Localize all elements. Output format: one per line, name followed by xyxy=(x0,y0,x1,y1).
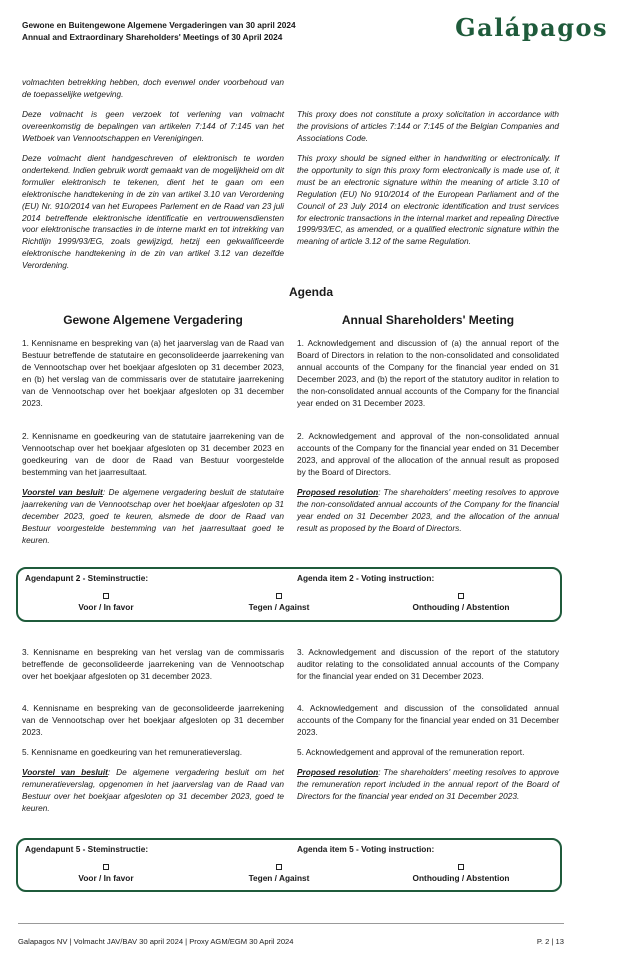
header-title-nl: Gewone en Buitengewone Algemene Vergaderingen van 30 april 2024 xyxy=(22,20,296,30)
vote5-label-en: Agenda item 5 - Voting instruction: xyxy=(297,844,435,854)
resolution-5-en-text: : The shareholders' meeting resolves to approve the remuneration report included in the annual report of the Board of Directors for the financial year ended on 31 December 2023. xyxy=(297,767,559,801)
vote2-against-label: Tegen / Against xyxy=(248,602,310,612)
resolution-2-en xyxy=(297,487,559,535)
agenda-item-2-nl: 2. Kennisname en goedkeuring van de statutaire jaarrekening van de Vennootschap over het boekjaar afgesloten op 31 december 2023 en goedkeuring van de door de Raad van Bestuur voorgestelde bestemming van het jaarresultaat. xyxy=(22,431,284,477)
intro-right-p3: This proxy should be signed either in handwriting or electronically. If the opportunity to sign this proxy form electronically is made use of, it must be an electronic signature within the meaning of article 3.10 of Regulation (EU) No 910/2014 of the European Parliament and of the Council of 23 July 2014 on electronic identification and trust services for electronic transactions in the internal market and repealing Directive 1999/93/EC, as amended, or a qualified electronic signature within the meaning of article 3.12 of the same Regulation. xyxy=(297,153,559,247)
checkbox-icon[interactable] xyxy=(276,864,282,870)
agenda-item-3-en: 3. Acknowledgement and discussion of the report of the statutory auditor relating to the consolidated annual accounts of the Company for the financial year ended on 31 December 2023. xyxy=(297,647,559,681)
footer-left: Galapagos NV | Volmacht JAV/BAV 30 april 2024 | Proxy AGM/EGM 30 April 2024 xyxy=(18,937,294,946)
resolution-2-nl xyxy=(22,487,284,547)
agenda-item-1-nl: 1. Kennisname en bespreking van (a) het jaarverslag van de Raad van Bestuur betreffende de statutaire en geconsolideerde jaarrekening van de Vennootschap over het boekjaar afgesloten op 31 december 2023, en (b) het verslag van de commissaris over de statutaire jaarrekening van de Vennootschap over het boekjaar afgesloten op 31 december 2023. xyxy=(22,338,284,408)
agenda-item-2-en: 2. Acknowledgement and approval of the non-consolidated annual accounts of the Company for the financial year ended on 31 December 2023, and approval of the allocation of the annual result as proposed by the Board of Directors. xyxy=(297,431,559,477)
vote5-option-abstain[interactable] xyxy=(386,862,536,883)
agenda-item-5-en: 5. Acknowledgement and approval of the remuneration report. xyxy=(297,747,525,757)
checkbox-icon[interactable] xyxy=(103,593,109,599)
vote5-option-against[interactable] xyxy=(204,862,354,883)
agenda-item-5-nl: 5. Kennisname en goedkeuring van het remuneratieverslag. xyxy=(22,747,243,757)
intro-left-p1: volmachten betrekking hebben, doch evenwel onder voorbehoud van de toepasselijke wetgeving. xyxy=(22,77,284,99)
vote2-for-label: Voor / In favor xyxy=(78,602,134,612)
vote2-option-for[interactable] xyxy=(31,591,181,612)
checkbox-icon[interactable] xyxy=(276,593,282,599)
resolution-2-nl-text: : De algemene vergadering besluit de statutaire jaarrekening van de Vennootschap over het boekjaar afgesloten op 31 december 2023, goed te keuren, alsmede de door de Raad van Bestuur voorgestelde bestemming van het jaarresultaat goed te keuren. xyxy=(22,487,284,545)
vote5-label-nl: Agendapunt 5 - Steminstructie: xyxy=(25,844,149,854)
vote2-label-en: Agenda item 2 - Voting instruction: xyxy=(297,573,435,583)
resolution-5-en xyxy=(297,767,559,803)
vote2-option-abstain[interactable] xyxy=(386,591,536,612)
vote5-for-label: Voor / In favor xyxy=(78,873,134,883)
vote2-label-nl: Agendapunt 2 - Steminstructie: xyxy=(25,573,149,583)
intro-left-p3: Deze volmacht dient handgeschreven of elektronisch te worden ondertekend. Indien gebruik wordt gemaakt van de mogelijkheid om dit formulier elektronisch te tekenen, dient het te gaan om een elektronische handtekening in de zin van artikel 3.10 van Verordening (EU) Nr. 910/2014 van het Europees Parlement en de Raad van 23 juli 2014 betreffende elektronische identificatie en vertrouwensdiensten voor elektronische transacties in de interne markt en tot intrekking van Richtlijn 1999/93/EG, zoals gewijzigd, hetzij een gekwalificeerde elektronische handtekening in de zin van artikel 3.12 van dezelfde Verordening. xyxy=(22,153,284,271)
vote2-option-against[interactable] xyxy=(204,591,354,612)
vote2-abstain-label: Onthouding / Abstention xyxy=(412,602,510,612)
checkbox-icon[interactable] xyxy=(103,864,109,870)
resolution-label-nl: Voorstel van besluit xyxy=(22,487,103,497)
checkbox-icon[interactable] xyxy=(458,593,464,599)
resolution-5-nl-text: : De algemene vergadering besluit om het remuneratieverslag, opgenomen in het jaarverslag van de Raad van Bestuur over het boekjaar afgesloten op 31 december 2023, goed te keuren. xyxy=(22,767,284,813)
agm-heading-nl: Gewone Algemene Vergadering xyxy=(63,313,243,327)
resolution-5-nl xyxy=(22,767,284,815)
document-header xyxy=(22,19,352,43)
page-number: P. 2 | 13 xyxy=(536,937,564,946)
vote5-abstain-label: Onthouding / Abstention xyxy=(412,873,510,883)
voting-box-item-5 xyxy=(16,838,562,892)
vote5-option-for[interactable] xyxy=(31,862,181,883)
agm-heading-en: Annual Shareholders' Meeting xyxy=(341,313,515,327)
agenda-title: Agenda xyxy=(288,285,333,299)
agenda-item-4-en: 4. Acknowledgement and discussion of the consolidated annual accounts of the Company for the financial year ended on 31 December 2023. xyxy=(297,703,559,737)
footer-divider xyxy=(18,923,564,924)
vote5-against-label: Tegen / Against xyxy=(248,873,310,883)
header-title-en: Annual and Extraordinary Shareholders' Meetings of 30 April 2024 xyxy=(22,32,283,42)
intro-left-p2: Deze volmacht is geen verzoek tot verlening van volmacht overeenkomstig de bepalingen van artikelen 7:144 of 7:145 van het Wetboek van Vennootschappen en Verenigingen. xyxy=(22,109,284,143)
resolution-2-en-text: : The shareholders' meeting resolves to approve the non-consolidated annual accounts of the Company for the financial year ended on 31 December 2023, and the allocation of the annual result as proposed by the Board of Directors. xyxy=(297,487,559,533)
agenda-item-3-nl: 3. Kennisname en bespreking van het verslag van de commissaris betreffende de geconsolideerde jaarrekening van de Vennootschap over het boekjaar afgesloten op 31 december 2023. xyxy=(22,647,284,681)
resolution-label-en: Proposed resolution xyxy=(297,767,379,777)
resolution-label-en: Proposed resolution xyxy=(297,487,379,497)
voting-box-item-2 xyxy=(16,567,562,622)
agenda-item-1-en: 1. Acknowledgement and discussion of (a) the annual report of the Board of Directors in relation to the non-consolidated and consolidated annual accounts of the Company for the financial year ended on 31 December 2023, and (b) the report of the statutory auditor in relation to the non-consolidated annual accounts of the Company for the financial year ended on 31 December 2023. xyxy=(297,338,559,408)
galapagos-logo: Galápagos xyxy=(455,13,608,42)
checkbox-icon[interactable] xyxy=(458,864,464,870)
resolution-label-nl: Voorstel van besluit xyxy=(22,767,108,777)
agenda-item-4-nl: 4. Kennisname en bespreking van de geconsolideerde jaarrekening van de Vennootschap over het boekjaar afgesloten op 31 december 2023. xyxy=(22,703,284,737)
intro-right-p2: This proxy does not constitute a proxy solicitation in accordance with the provisions of articles 7:144 or 7:145 of the Belgian Companies and Associations Code. xyxy=(297,109,559,143)
